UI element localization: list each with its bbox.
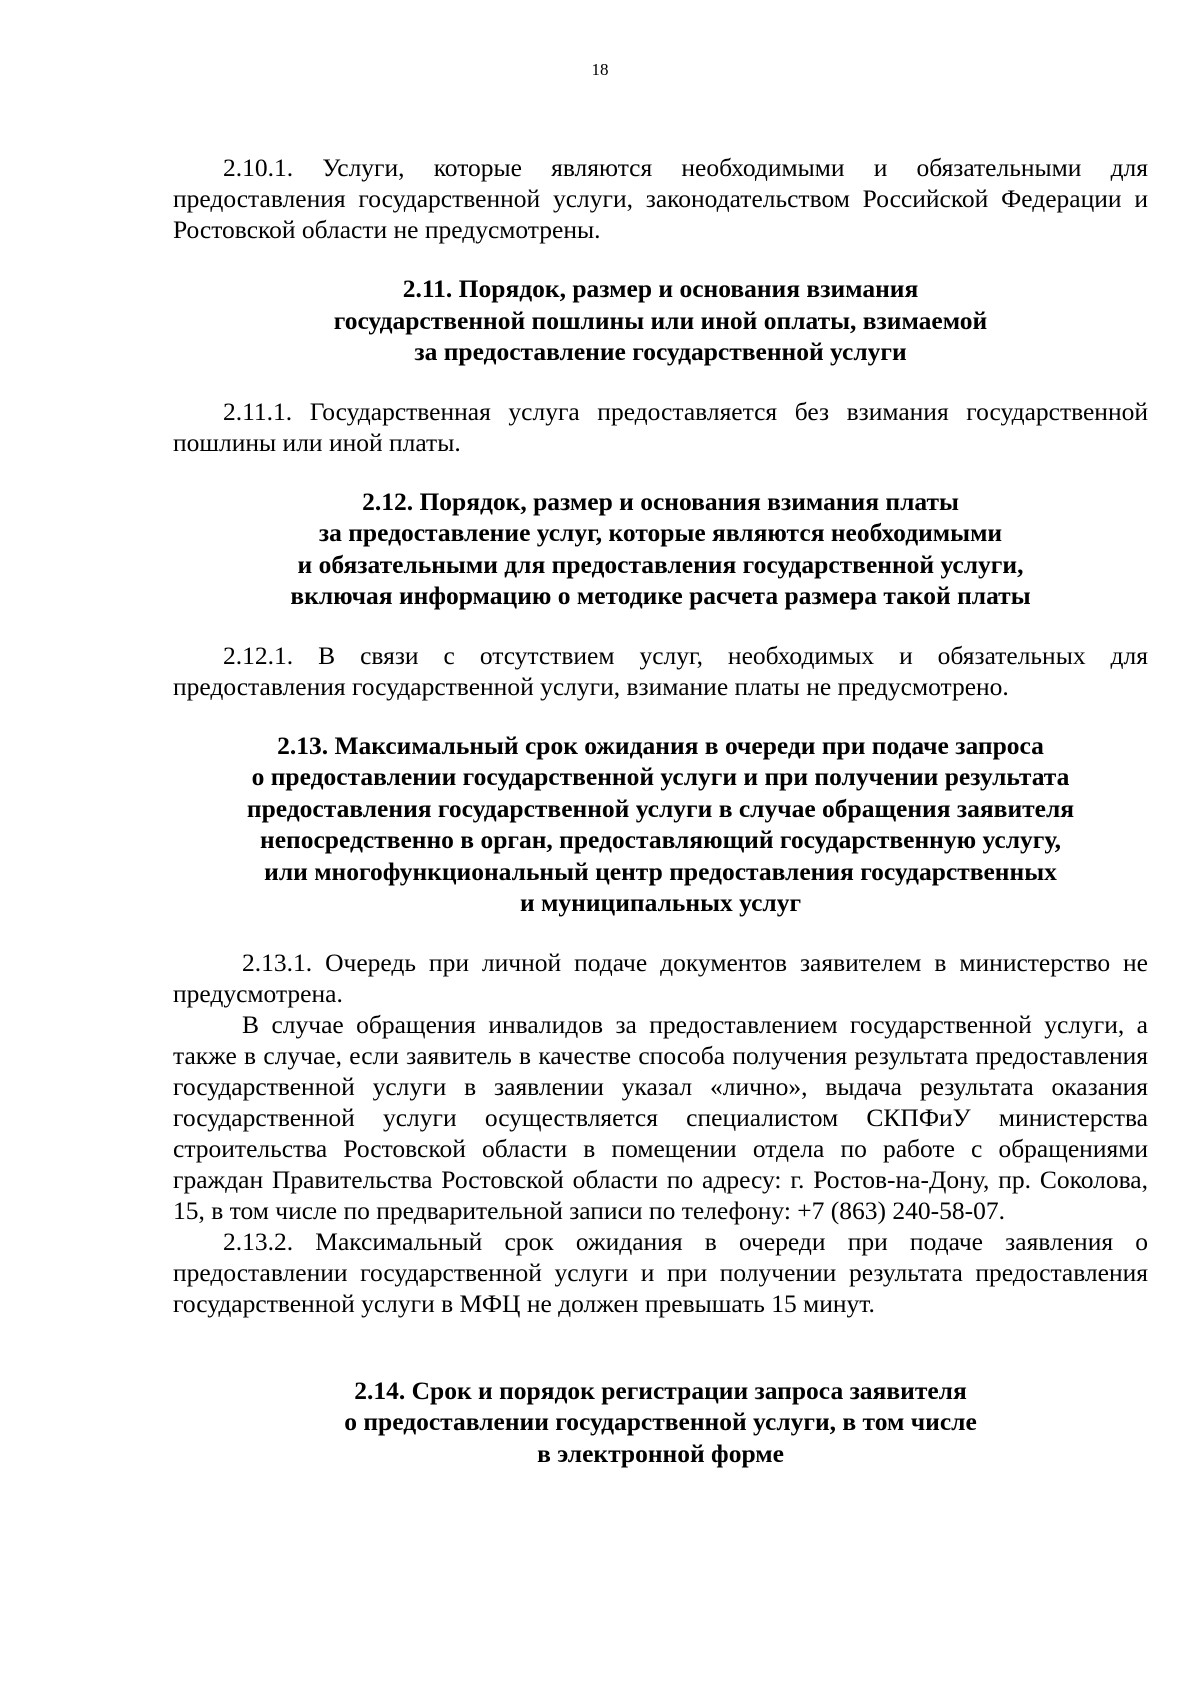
paragraph-2-13-2: 2.13.2. Максимальный срок ожидания в очереди при подаче заявления о предоставлении государственной услуги и при получении результата предоставления государственной услуги в МФЦ не должен превышать 15 минут. — [173, 1226, 1148, 1318]
section-heading-2-12 — [173, 486, 1148, 612]
heading-line: 2.12. Порядок, размер и основания взимания платы — [362, 486, 959, 516]
heading-line: предоставления государственной услуги в случае обращения заявителя — [246, 793, 1075, 823]
paragraph-disabled-persons: В случае обращения инвалидов за предоставлением государственной услуги, а также в случае, если заявитель в качестве способа получения результата предоставления государственной услуги в заявлении указал «лично», выдача результата оказания государственной услуги осуществляется специалистом СКПФиУ министерства строительства Ростовской области в помещении отдела по работе с обращениями граждан Правительства Ростовской области по адресу: г. Ростов-на-Дону, пр. Соколова, 15, в том числе по предварительной записи по телефону: +7 (863) 240-58-07. — [173, 1009, 1148, 1225]
heading-line: 2.13. Максимальный срок ожидания в очереди при подаче запроса — [277, 730, 1044, 760]
paragraph-2-13-1: 2.13.1. Очередь при личной подаче документов заявителем в министерство не предусмотрена. — [173, 947, 1148, 1008]
heading-line: о предоставлении государственной услуги и при получении результата — [251, 762, 1070, 791]
document-body — [173, 152, 1148, 1469]
heading-line: государственной пошлины или иной оплаты, взимаемой — [333, 305, 988, 335]
heading-line: за предоставление услуг, которые являются необходимыми — [318, 518, 1003, 547]
section-heading-2-13 — [173, 730, 1148, 919]
paragraph-2-11-1: 2.11.1. Государственная услуга предоставляется без взимания государственной пошлины или иной платы. — [173, 396, 1148, 457]
heading-line: о предоставлении государственной услуги, в том числе — [344, 1407, 977, 1436]
heading-line: и обязательными для предоставления государственной услуги, — [297, 549, 1024, 579]
page-number: 18 — [591, 60, 609, 79]
heading-line: или многофункциональный центр предоставления государственных — [264, 856, 1057, 886]
section-heading-2-11 — [173, 273, 1148, 368]
section-heading-2-14 — [173, 1375, 1148, 1470]
heading-line: включая информацию о методике расчета размера такой платы — [290, 581, 1031, 610]
paragraph-2-10-1: 2.10.1. Услуги, которые являются необходимыми и обязательными для предоставления государственной услуги, законодательством Российской Федерации и Ростовской области не предусмотрены. — [173, 153, 1148, 244]
heading-line: 2.11. Порядок, размер и основания взимания — [402, 274, 919, 303]
heading-line: в электронной форме — [537, 1438, 784, 1468]
heading-line: за предоставление государственной услуги — [414, 337, 907, 366]
heading-line: 2.14. Срок и порядок регистрации запроса заявителя — [354, 1375, 967, 1405]
heading-line: непосредственно в орган, предоставляющий государственную услугу, — [260, 825, 1061, 854]
paragraph-2-12-1: 2.12.1. В связи с отсутствием услуг, необходимых и обязательных для предоставления государственной услуги, взимание платы не предусмотрено. — [173, 640, 1148, 701]
heading-line: и муниципальных услуг — [519, 888, 802, 917]
